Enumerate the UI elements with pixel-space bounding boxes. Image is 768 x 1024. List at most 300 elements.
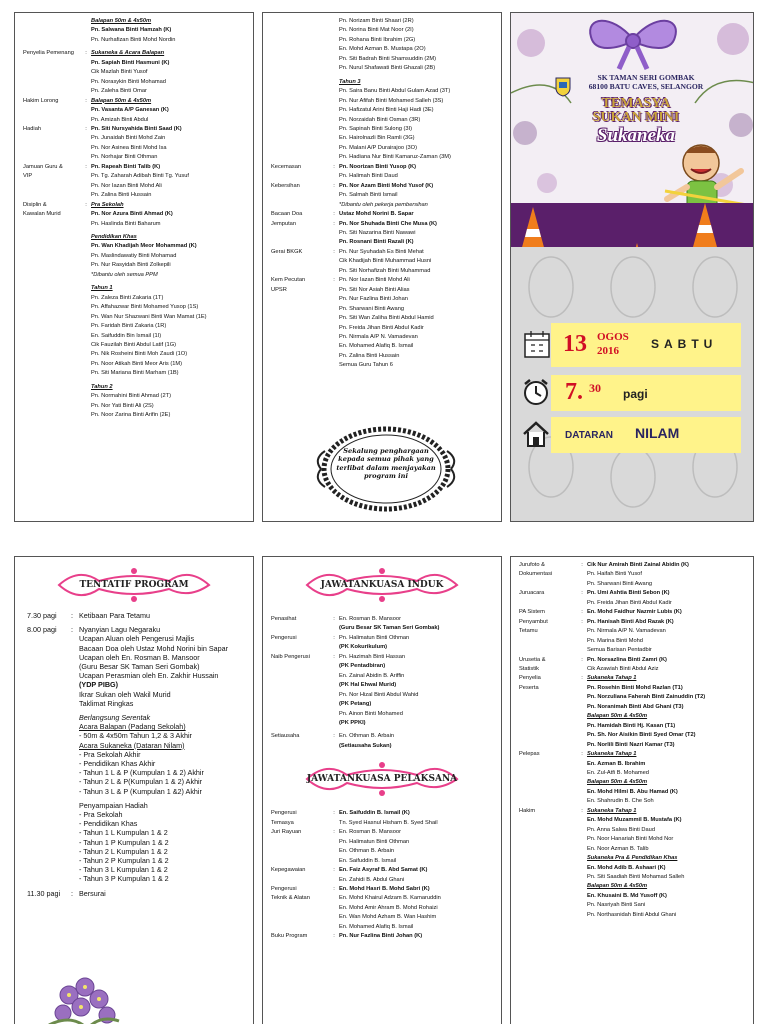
role-label xyxy=(23,252,81,261)
role-label: Kecemasan xyxy=(271,163,302,170)
role-label xyxy=(271,838,329,847)
committee-row xyxy=(271,333,495,342)
committee-row xyxy=(519,561,747,570)
colon: : xyxy=(581,618,583,625)
schedule-row xyxy=(15,731,253,740)
role-label: Naib Pengerusi xyxy=(271,653,310,660)
schedule-row xyxy=(15,768,253,777)
role-label xyxy=(519,637,577,646)
schedule-item: - Tahun 1 L & P (Kumpulan 1 & 2) Akhir xyxy=(79,768,204,778)
role-label xyxy=(23,116,81,125)
role-label xyxy=(23,322,81,331)
role-label xyxy=(271,857,329,866)
colon xyxy=(71,801,79,810)
role-label xyxy=(271,662,329,671)
colon xyxy=(71,828,79,837)
schedule-heading xyxy=(49,567,219,603)
colon xyxy=(71,856,79,865)
role-label xyxy=(519,693,577,702)
member-name: (Guru Besar SK Taman Seri Gombak) xyxy=(339,625,440,632)
committee-row xyxy=(23,252,247,261)
role-label xyxy=(271,352,329,361)
role-label xyxy=(23,233,81,242)
member-name: (PK Kokurikulum) xyxy=(339,644,388,651)
member-name: Balapan 50m & 4x50m xyxy=(91,18,152,24)
role-label xyxy=(23,294,81,303)
colon: : xyxy=(85,50,87,57)
committee-row xyxy=(519,608,747,617)
role-label xyxy=(519,854,577,863)
role-label: Setiausaha xyxy=(271,733,300,740)
colon xyxy=(329,324,339,333)
member-name: Pn. Norina Binti Mat Noor (2I) xyxy=(339,27,414,34)
colon xyxy=(577,892,587,901)
schedule-item: Ucapan oleh En. Rosman B. Mansoor xyxy=(79,652,200,662)
member-name: En. Mohd Hasri B. Mohd Sabri (K) xyxy=(339,885,430,892)
colon xyxy=(329,201,339,210)
role-label xyxy=(519,788,577,797)
colon xyxy=(71,768,79,777)
member-name: Pn. Zalina Binti Hussain xyxy=(339,352,400,359)
committee-row xyxy=(23,411,247,420)
ack-line: terlibat dalam menjayakan xyxy=(336,463,436,472)
committee-row xyxy=(23,163,247,172)
committee-row xyxy=(271,624,495,633)
colon: : xyxy=(581,562,583,568)
role-label xyxy=(271,361,329,370)
role-label: Pengerusi xyxy=(271,885,297,892)
member-name: Pn. Noranimah Binti Abd Ghani (T3) xyxy=(587,703,684,710)
committee-row xyxy=(271,314,495,323)
member-name: Pn. Wan Nur Shazwani Binti Wan Mamat (1E) xyxy=(91,313,207,320)
colon xyxy=(329,153,339,162)
school-name: SK TAMAN SERI GOMBAK xyxy=(597,73,695,82)
colon xyxy=(329,106,339,115)
committee-row xyxy=(519,656,747,665)
colon xyxy=(329,361,339,370)
committee-row xyxy=(271,866,495,875)
colon xyxy=(577,788,587,797)
colon xyxy=(577,911,587,920)
colon xyxy=(81,392,91,401)
member-name: Pn. Malani A/P Durairajoo (3O) xyxy=(339,144,417,151)
role-label: Penyelia Pemenang xyxy=(23,50,74,57)
colon xyxy=(81,134,91,143)
schedule-time xyxy=(27,787,71,796)
violet-flowers-icon xyxy=(29,965,139,1024)
committee-row xyxy=(271,700,495,709)
schedule-time xyxy=(27,819,71,828)
role-label xyxy=(271,681,329,690)
schedule-item: Acara Sukaneka (Dataran Nilam) xyxy=(79,740,185,750)
role-label xyxy=(271,342,329,351)
colon xyxy=(329,913,339,922)
committee-row xyxy=(23,220,247,229)
event-date xyxy=(551,323,741,367)
member-name: En. Othman B. Arbain xyxy=(339,848,395,855)
role-label xyxy=(271,229,329,238)
committee-row xyxy=(519,901,747,910)
colon xyxy=(71,819,79,828)
committee-row xyxy=(23,261,247,270)
committee-row xyxy=(519,882,747,891)
colon xyxy=(329,719,339,728)
schedule-row xyxy=(15,662,253,671)
committee-row xyxy=(271,220,495,229)
member-name: Pn. Rosehin Binti Mohd Razlan (T1) xyxy=(587,684,683,691)
role-label: Kem Pecutan xyxy=(271,277,306,284)
member-name: Balapan 50m & 4x50m xyxy=(587,779,648,786)
member-name: Pn. Halimah Binti Daud xyxy=(339,173,398,180)
colon: : xyxy=(333,653,335,660)
role-label xyxy=(271,314,329,323)
committee-row xyxy=(23,191,247,200)
committee-row xyxy=(23,341,247,350)
member-name: *Dibantu oleh pekerja pembersihan xyxy=(339,201,428,208)
committee-row xyxy=(271,885,495,894)
committee-row xyxy=(271,894,495,903)
member-name: En. Hairolnazli Bin Ramli (3G) xyxy=(339,135,415,142)
role-label xyxy=(519,741,577,750)
member-name: Pn. Freida Jihan Binti Abdul Kadir xyxy=(587,599,672,606)
role-label xyxy=(23,87,81,96)
schedule-time xyxy=(27,713,71,722)
role-label: Jurufoto & xyxy=(519,562,545,568)
member-name: Pn. Nur Fazlina Binti Johan (K) xyxy=(339,933,423,940)
member-name: Pn. Hazimah Binti Hassan xyxy=(339,653,406,660)
colon xyxy=(577,835,587,844)
colon xyxy=(329,116,339,125)
colon xyxy=(71,690,79,699)
role-label: UPSR xyxy=(271,286,287,293)
colon xyxy=(577,864,587,873)
role-label xyxy=(23,332,81,341)
role-label: Kepegawaian xyxy=(271,867,306,874)
colon xyxy=(71,750,79,759)
colon: : xyxy=(333,933,335,940)
colon xyxy=(71,680,79,689)
colon: : xyxy=(333,634,335,641)
colon xyxy=(577,570,587,579)
committee-row xyxy=(23,36,247,45)
role-label xyxy=(23,36,81,45)
colon xyxy=(577,882,587,891)
colon xyxy=(329,876,339,885)
member-name: Pn. Rohana Binti Ibrahim (2G) xyxy=(339,36,416,43)
colon xyxy=(329,923,339,932)
member-name: Pn. Nik Rosheini Binti Moh Zaudi (1O) xyxy=(91,351,188,358)
committee-row xyxy=(23,116,247,125)
committee-row xyxy=(271,828,495,837)
schedule-time: 8.00 pagi xyxy=(27,625,57,635)
schedule-row xyxy=(15,828,253,837)
schedule-time xyxy=(27,731,71,740)
committee-row xyxy=(23,303,247,312)
panel-committee-list-2 xyxy=(262,12,502,522)
member-name: Tahun 1 xyxy=(91,285,113,292)
colon xyxy=(329,691,339,700)
role-label xyxy=(519,731,577,740)
colon xyxy=(577,826,587,835)
committee-row xyxy=(519,788,747,797)
role-label xyxy=(271,324,329,333)
committee-row xyxy=(271,342,495,351)
schedule-row xyxy=(15,634,253,643)
role-label: Tetamu xyxy=(519,628,538,635)
committee-row xyxy=(23,78,247,87)
colon xyxy=(329,819,339,828)
colon xyxy=(81,360,91,369)
schedule-row xyxy=(15,644,253,653)
ribbon-bow-icon xyxy=(581,13,685,71)
committee-row xyxy=(271,191,495,200)
committee-row xyxy=(271,324,495,333)
member-name: En. Mohd Amir Ahram B. Mohd Rohaizi xyxy=(339,904,438,911)
colon xyxy=(329,624,339,633)
committee-row xyxy=(23,271,247,280)
committee-row xyxy=(271,615,495,624)
colon xyxy=(329,710,339,719)
colon xyxy=(71,634,79,643)
member-name: Pn. Zaleza Binti Zakaria (1T) xyxy=(91,294,164,301)
colon: : xyxy=(581,751,583,758)
colon: : xyxy=(333,163,335,170)
member-name: Pn. Nur Fazlina Binti Johan xyxy=(339,296,408,303)
schedule-item: - Tahun 3 P Kumpulan 1 & 2 xyxy=(79,874,169,884)
committee-row xyxy=(519,835,747,844)
committee-row xyxy=(271,238,495,247)
member-name: Pn. Nor Iazan Binti Mohd Ali xyxy=(339,277,410,284)
committee-row xyxy=(519,665,747,674)
committee-row xyxy=(519,769,747,778)
role-label xyxy=(519,892,577,901)
role-label: Hadiah xyxy=(23,125,42,132)
member-name: Pn. Siti Norhafizah Binti Muhammad xyxy=(339,267,431,274)
member-name: Pn. Nor Yati Binti Ali (2S) xyxy=(91,402,154,409)
schedule-item: (Guru Besar SK Taman Seri Gombak) xyxy=(79,662,200,672)
colon xyxy=(577,731,587,740)
panel-main-committee xyxy=(262,556,502,1024)
colon xyxy=(81,78,91,87)
schedule-item: - Pra Sekolah Akhir xyxy=(79,749,141,759)
schedule-time xyxy=(27,653,71,662)
schedule-row xyxy=(15,874,253,883)
role-label xyxy=(271,904,329,913)
member-name: Pn. Vasanta A/P Ganesan (K) xyxy=(91,107,169,114)
colon xyxy=(329,267,339,276)
panel-cover xyxy=(510,12,754,522)
colon xyxy=(71,713,79,722)
schedule-time xyxy=(27,662,71,671)
committee-row xyxy=(23,332,247,341)
member-name: En. Zul-Atfi B. Mohamed xyxy=(587,769,649,776)
committee-row xyxy=(519,731,747,740)
role-label xyxy=(23,106,81,115)
role-label xyxy=(23,392,81,401)
committee-row xyxy=(271,904,495,913)
member-name: (PK PPKI) xyxy=(339,719,366,726)
colon xyxy=(81,182,91,191)
colon xyxy=(329,904,339,913)
committee-row xyxy=(519,854,747,863)
member-name: Pn. Saira Banu Binti Abdul Gulam Azad (3T) xyxy=(339,88,451,95)
role-label xyxy=(23,341,81,350)
role-label xyxy=(271,691,329,700)
role-label: Pelepas xyxy=(519,751,540,758)
committee-row xyxy=(271,125,495,134)
role-label xyxy=(271,116,329,125)
schedule-row xyxy=(15,847,253,856)
member-name: Pn. Tg. Zaharah Adibah Binti Tg. Yusuf xyxy=(91,173,190,180)
schedule-item: Ucapan Perasmian oleh En. Zakhir Hussain xyxy=(79,671,219,681)
colon xyxy=(329,672,339,681)
member-name: Balapan 50m & 4x50m xyxy=(587,883,648,890)
role-label xyxy=(271,672,329,681)
member-name: Pn. Nasriyah Binti Sani xyxy=(587,902,646,909)
schedule-row xyxy=(15,750,253,759)
committee-row xyxy=(271,634,495,643)
committee-row xyxy=(23,144,247,153)
member-name: (Setiausaha Sukan) xyxy=(339,742,392,749)
event-subtitle: Sukaneka xyxy=(596,125,676,146)
colon xyxy=(577,854,587,863)
role-label xyxy=(519,845,577,854)
colon xyxy=(577,637,587,646)
colon xyxy=(71,722,79,731)
committee-row xyxy=(271,742,495,751)
role-label: Gerai BKGK xyxy=(271,248,303,255)
role-label xyxy=(519,797,577,806)
schedule-item: Taklimat Ringkas xyxy=(79,698,134,708)
colon: : xyxy=(581,609,583,616)
schedule-row xyxy=(15,889,253,898)
committee-row xyxy=(519,826,747,835)
schedule-time xyxy=(27,865,71,874)
role-label xyxy=(271,78,329,87)
colon xyxy=(329,838,339,847)
colon xyxy=(329,36,339,45)
schedule-time xyxy=(27,690,71,699)
ack-line: kepada semua pihak yang xyxy=(338,455,434,464)
colon xyxy=(71,653,79,662)
committee-rows xyxy=(511,557,753,920)
member-name: Pn. Sharwani Binti Awang xyxy=(339,305,405,312)
committee-row xyxy=(271,172,495,181)
committee-row xyxy=(271,78,495,87)
committee-row xyxy=(23,26,247,35)
schedule-item: - Tahun 3 L & P (Kumpulan 1 &2) Akhir xyxy=(79,786,202,796)
member-name: En. Mohamed Alafiq B. Ismail xyxy=(339,343,414,350)
committee-row xyxy=(23,201,247,210)
member-name: Pn. Siti Mariana Binti Marham (1B) xyxy=(91,370,179,377)
calendar-icon xyxy=(523,329,551,359)
role-label xyxy=(271,305,329,314)
member-name: En. Wan Mohd Azham B. Wan Hashim xyxy=(339,914,437,921)
colon xyxy=(577,703,587,712)
schedule-row xyxy=(15,801,253,810)
colon xyxy=(81,68,91,77)
committee-row xyxy=(271,97,495,106)
date-weekday: SABTU xyxy=(651,337,718,351)
member-name: En. Mohd Hilmi B. Abu Hamad (K) xyxy=(587,788,678,795)
member-name: Pn. Wan Khadijah Meor Mohammad (K) xyxy=(91,243,197,250)
committee-row xyxy=(271,719,495,728)
school-name-block xyxy=(551,73,741,91)
role-label xyxy=(519,760,577,769)
colon: : xyxy=(71,611,73,620)
colon: : xyxy=(71,888,73,898)
colon xyxy=(329,78,339,87)
role-label: Statistik xyxy=(519,665,539,672)
colon xyxy=(71,644,79,653)
member-name: En. Zainal Abidin B. Ariffin xyxy=(339,672,405,679)
committee-row xyxy=(519,580,747,589)
title-line2: SUKAN MINI xyxy=(592,110,680,125)
role-label xyxy=(271,45,329,54)
member-name: Pn. Nurul Shafawati Binti Ghazali (2B) xyxy=(339,65,436,72)
member-name: Sukaneka & Acara Balapan xyxy=(91,50,165,57)
schedule-rows xyxy=(15,611,253,898)
colon xyxy=(329,144,339,153)
member-name: En. Saifuddin Bin Ismail (1I) xyxy=(91,332,162,339)
role-label xyxy=(23,261,81,270)
member-name: Pn. Nur Afifah Binti Mohamed Salleh (3S) xyxy=(339,97,444,104)
committee-row xyxy=(271,876,495,885)
schedule-item: Nyanyian Lagu Negaraku xyxy=(79,625,161,635)
schedule-item: - Pendidikan Khas Akhir xyxy=(79,759,156,769)
committee-row xyxy=(519,570,747,579)
schedule-item: Berlangsung Serentak xyxy=(79,713,151,723)
committee-row xyxy=(519,760,747,769)
colon xyxy=(329,191,339,200)
date-day: 13 xyxy=(563,331,587,357)
schedule-time xyxy=(27,828,71,837)
role-label xyxy=(271,97,329,106)
role-label xyxy=(271,876,329,885)
role-label xyxy=(23,360,81,369)
member-name: Pn. Nor Hizal Binti Abdul Wahid xyxy=(339,691,419,698)
role-label xyxy=(271,238,329,247)
role-label xyxy=(23,220,81,229)
committee-row xyxy=(519,627,747,636)
committee-row xyxy=(271,662,495,671)
colon: : xyxy=(333,182,335,189)
member-name: (PK Pentadbiran) xyxy=(339,663,386,670)
committee-row xyxy=(271,932,495,941)
member-name: Pn. Salmah Binti Ismail xyxy=(339,192,398,199)
role-label: Kebersihan xyxy=(271,182,300,189)
role-label: Penyambut xyxy=(519,618,548,625)
role-label xyxy=(271,333,329,342)
committee-row xyxy=(519,911,747,920)
schedule-item: - 50m & 4x50m Tahun 1,2 & 3 Akhir xyxy=(79,731,192,741)
member-name: Pn. Siti Badrah Binti Shamsuddin (2M) xyxy=(339,55,437,62)
colon: : xyxy=(333,211,335,218)
schedule-time xyxy=(27,847,71,856)
colon xyxy=(81,271,91,280)
role-label xyxy=(271,144,329,153)
committee-row xyxy=(271,17,495,26)
role-label xyxy=(271,191,329,200)
role-label xyxy=(519,599,577,608)
colon: : xyxy=(581,590,583,597)
colon xyxy=(81,402,91,411)
colon xyxy=(71,699,79,708)
member-name: Pn. Norsazlina Binti Zamri (K) xyxy=(587,656,667,663)
role-label xyxy=(271,106,329,115)
colon xyxy=(329,333,339,342)
colon: : xyxy=(581,656,583,663)
